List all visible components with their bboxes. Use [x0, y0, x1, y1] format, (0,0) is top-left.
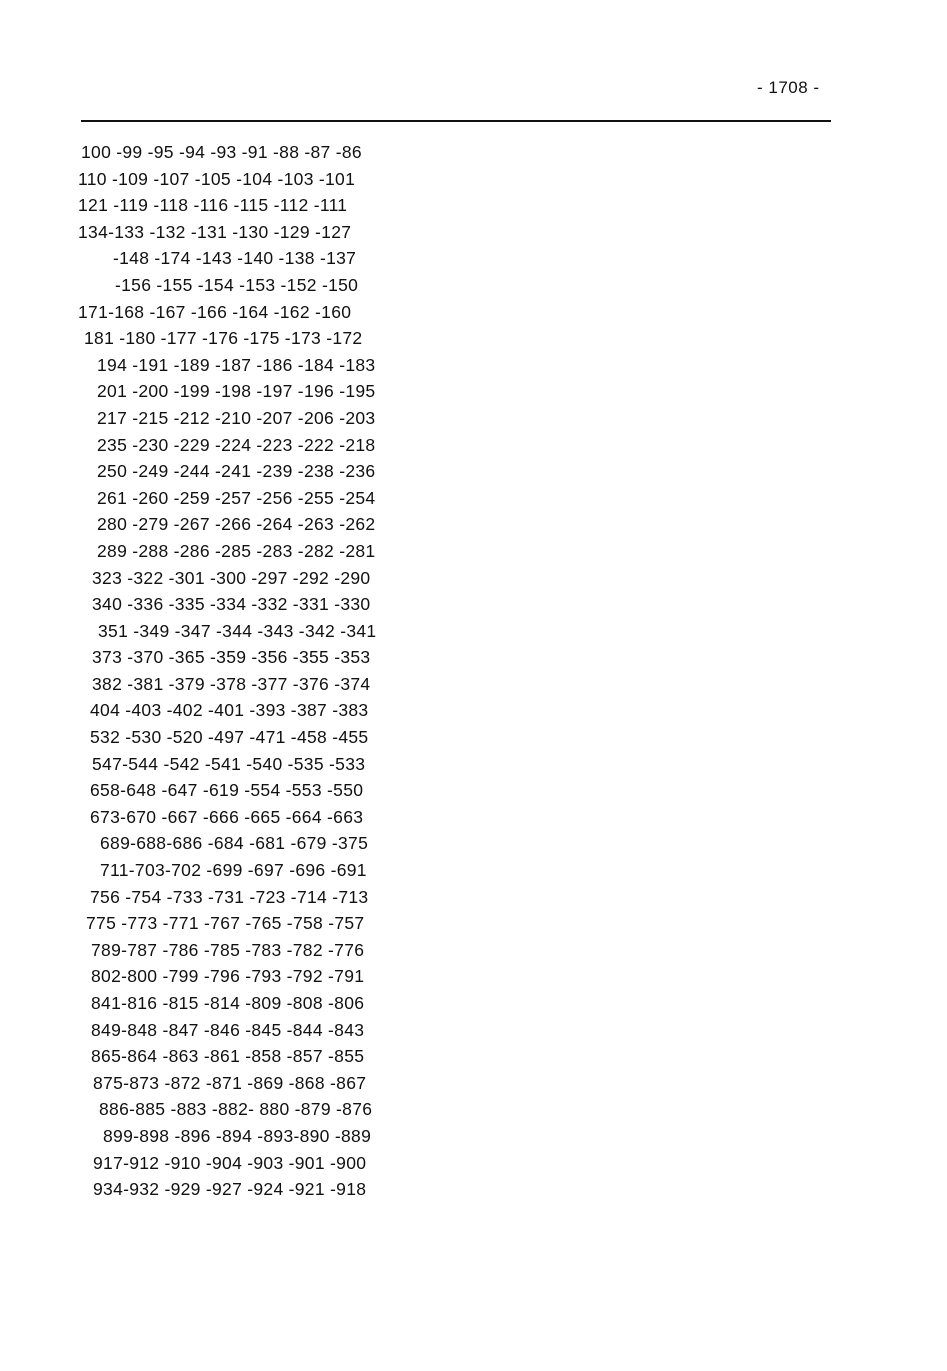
list-item: 865-864 -863 -861 -858 -857 -855	[91, 1046, 365, 1067]
list-item: 802-800 -799 -796 -793 -792 -791	[91, 966, 365, 987]
page-number: - 1708 -	[757, 78, 820, 97]
list-item: 280 -279 -267 -266 -264 -263 -262	[97, 514, 376, 535]
number-list	[0, 139, 600, 1203]
list-item: 711-703-702 -699 -697 -696 -691	[100, 860, 367, 881]
list-item: 217 -215 -212 -210 -207 -206 -203	[97, 407, 376, 428]
header-rule	[81, 120, 831, 122]
list-item: 756 -754 -733 -731 -723 -714 -713	[90, 886, 369, 907]
list-item: 849-848 -847 -846 -845 -844 -843	[91, 1019, 365, 1040]
list-item: 934-932 -929 -927 -924 -921 -918	[93, 1179, 367, 1200]
list-item: 171-168 -167 -166 -164 -162 -160	[78, 301, 352, 322]
list-item: 917-912 -910 -904 -903 -901 -900	[93, 1152, 367, 1173]
list-item: 323 -322 -301 -300 -297 -292 -290	[92, 567, 371, 588]
list-item: 100 -99 -95 -94 -93 -91 -88 -87 -86	[81, 142, 362, 162]
list-item: 875-873 -872 -871 -869 -868 -867	[93, 1072, 367, 1093]
list-item: 110 -109 -107 -105 -104 -103 -101	[78, 168, 356, 189]
list-item: 250 -249 -244 -241 -239 -238 -236	[97, 461, 376, 482]
list-item: -148 -174 -143 -140 -138 -137	[113, 248, 357, 269]
list-item: -156 -155 -154 -153 -152 -150	[115, 274, 359, 295]
list-item: 658-648 -647 -619 -554 -553 -550	[90, 780, 364, 801]
list-item: 289 -288 -286 -285 -283 -282 -281	[97, 540, 376, 561]
list-item: 121 -119 -118 -116 -115 -112 -111	[78, 195, 348, 216]
list-item: 261 -260 -259 -257 -256 -255 -254	[97, 487, 376, 508]
list-item: 194 -191 -189 -187 -186 -184 -183	[97, 354, 376, 375]
list-item: 351 -349 -347 -344 -343 -342 -341	[98, 620, 377, 641]
list-item: 235 -230 -229 -224 -223 -222 -218	[97, 434, 376, 455]
list-item: 886-885 -883 -882- 880 -879 -876	[99, 1099, 373, 1120]
list-item: 673-670 -667 -666 -665 -664 -663	[90, 806, 364, 827]
list-item: 547-544 -542 -541 -540 -535 -533	[92, 753, 366, 774]
list-item: 134-133 -132 -131 -130 -129 -127	[78, 221, 352, 242]
list-item: 775 -773 -771 -767 -765 -758 -757	[86, 913, 365, 934]
list-item: 532 -530 -520 -497 -471 -458 -455	[90, 727, 369, 748]
list-item: 382 -381 -379 -378 -377 -376 -374	[92, 673, 371, 694]
list-item: 789-787 -786 -785 -783 -782 -776	[91, 939, 365, 960]
list-item: 689-688-686 -684 -681 -679 -375	[100, 833, 369, 854]
list-item: 340 -336 -335 -334 -332 -331 -330	[92, 594, 371, 615]
list-item: 181 -180 -177 -176 -175 -173 -172	[84, 328, 363, 349]
list-item: 373 -370 -365 -359 -356 -355 -353	[92, 647, 371, 668]
list-item: 404 -403 -402 -401 -393 -387 -383	[90, 700, 369, 721]
list-item: 899-898 -896 -894 -893-890 -889	[103, 1125, 372, 1146]
list-item: 201 -200 -199 -198 -197 -196 -195	[97, 381, 376, 402]
list-item: 841-816 -815 -814 -809 -808 -806	[91, 993, 365, 1013]
